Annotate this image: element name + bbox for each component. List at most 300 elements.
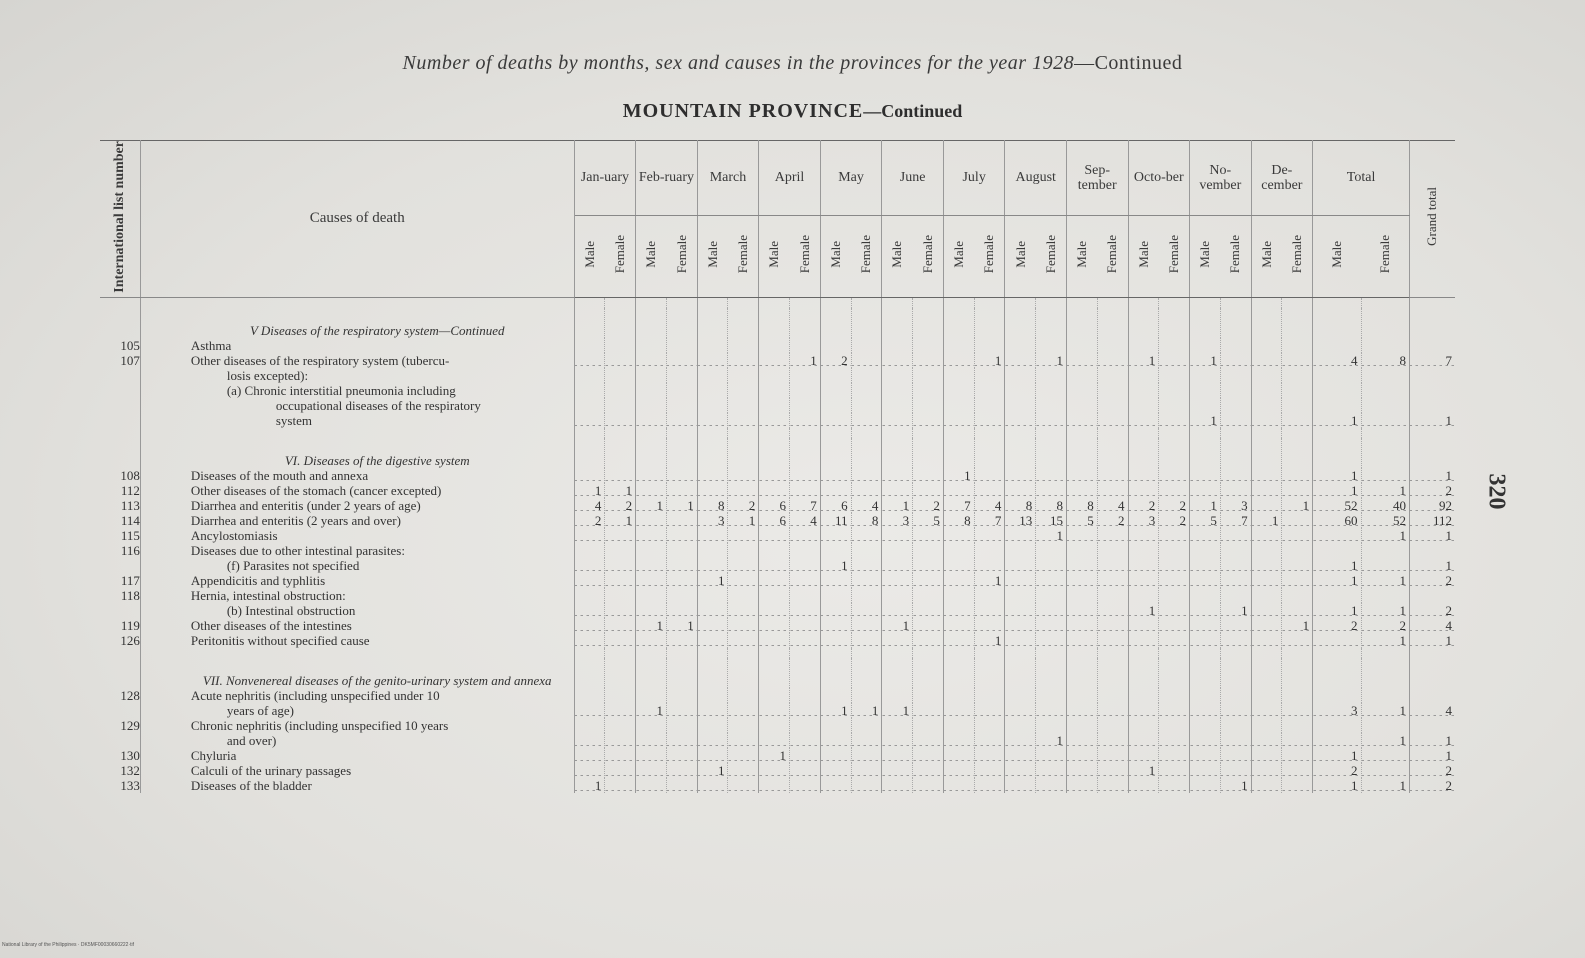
cause-header: Causes of death bbox=[140, 141, 574, 298]
count-cell bbox=[1159, 383, 1190, 398]
count-cell bbox=[1066, 778, 1097, 793]
count-cell bbox=[1220, 398, 1251, 413]
count-cell bbox=[759, 483, 790, 498]
male-subheader: Male bbox=[1066, 215, 1097, 297]
count-cell: 1 bbox=[1190, 353, 1221, 368]
count-cell bbox=[605, 573, 636, 588]
count-cell bbox=[974, 718, 1005, 733]
count-cell: 6 bbox=[759, 498, 790, 513]
count-cell bbox=[1097, 398, 1128, 413]
count-cell bbox=[913, 573, 944, 588]
male-subheader: Male bbox=[697, 215, 728, 297]
count-cell bbox=[790, 483, 821, 498]
count-cell: 1 bbox=[728, 513, 759, 528]
count-cell bbox=[820, 573, 851, 588]
cause-label: Calculi of the urinary passages bbox=[140, 763, 574, 778]
female-subheader: Female bbox=[974, 215, 1005, 297]
cause-label: Asthma bbox=[140, 338, 574, 353]
count-cell bbox=[574, 573, 605, 588]
count-cell bbox=[1128, 573, 1159, 588]
count-cell: 1 bbox=[1128, 353, 1159, 368]
count-cell bbox=[1282, 718, 1313, 733]
count-cell bbox=[1128, 528, 1159, 543]
count-cell bbox=[1190, 688, 1221, 703]
count-cell bbox=[1066, 733, 1097, 748]
count-cell bbox=[974, 468, 1005, 483]
count-cell: 8 bbox=[1361, 353, 1409, 368]
count-cell bbox=[974, 383, 1005, 398]
count-cell bbox=[1313, 368, 1361, 383]
count-cell bbox=[1005, 763, 1036, 778]
count-cell bbox=[1159, 748, 1190, 763]
count-cell: 1 bbox=[882, 703, 913, 718]
count-cell bbox=[1036, 558, 1067, 573]
count-cell bbox=[820, 763, 851, 778]
count-cell bbox=[820, 468, 851, 483]
count-cell bbox=[1159, 688, 1190, 703]
cause-label: Diseases of the mouth and annexa bbox=[140, 468, 574, 483]
count-cell bbox=[1005, 603, 1036, 618]
count-cell bbox=[1128, 558, 1159, 573]
count-cell bbox=[913, 688, 944, 703]
count-cell bbox=[1128, 618, 1159, 633]
count-cell bbox=[697, 778, 728, 793]
count-cell bbox=[666, 558, 697, 573]
count-cell bbox=[605, 543, 636, 558]
count-cell bbox=[1066, 543, 1097, 558]
count-cell bbox=[882, 383, 913, 398]
count-cell bbox=[759, 573, 790, 588]
count-cell bbox=[759, 603, 790, 618]
female-subheader: Female bbox=[1282, 215, 1313, 297]
intl-number: 129 bbox=[100, 718, 140, 733]
count-cell bbox=[759, 718, 790, 733]
cause-label: (a) Chronic interstitial pneumonia including bbox=[140, 383, 574, 398]
count-cell bbox=[1036, 748, 1067, 763]
count-cell: 3 bbox=[1313, 703, 1361, 718]
count-cell: 1 bbox=[1282, 498, 1313, 513]
count-cell bbox=[759, 398, 790, 413]
page-title: Number of deaths by months, sex and causes in the provinces for the year 1928—Continued bbox=[402, 52, 1183, 74]
count-cell: 4 bbox=[1097, 498, 1128, 513]
count-cell bbox=[974, 778, 1005, 793]
count-cell: 7 bbox=[1220, 513, 1251, 528]
male-subheader: Male bbox=[943, 215, 974, 297]
count-cell: 1 bbox=[790, 353, 821, 368]
male-subheader: Male bbox=[1005, 215, 1036, 297]
count-cell: 1 bbox=[882, 618, 913, 633]
count-cell bbox=[1282, 528, 1313, 543]
count-cell bbox=[851, 733, 882, 748]
count-cell bbox=[728, 688, 759, 703]
count-cell bbox=[574, 413, 605, 428]
count-cell bbox=[666, 483, 697, 498]
male-subheader: Male bbox=[1128, 215, 1159, 297]
count-cell bbox=[943, 703, 974, 718]
table-row bbox=[100, 763, 1455, 778]
table-row bbox=[100, 483, 1455, 498]
count-cell bbox=[1066, 688, 1097, 703]
count-cell: 1 bbox=[1282, 618, 1313, 633]
count-cell bbox=[697, 383, 728, 398]
count-cell bbox=[1282, 633, 1313, 648]
count-cell bbox=[666, 383, 697, 398]
page-number: 320 bbox=[1483, 473, 1510, 510]
count-cell bbox=[1409, 718, 1455, 733]
count-cell bbox=[1220, 733, 1251, 748]
count-cell bbox=[666, 338, 697, 353]
count-cell: 1 bbox=[1190, 498, 1221, 513]
count-cell bbox=[728, 398, 759, 413]
count-cell bbox=[728, 483, 759, 498]
count-cell bbox=[1251, 483, 1282, 498]
count-cell bbox=[1313, 733, 1361, 748]
count-cell bbox=[882, 763, 913, 778]
count-cell bbox=[851, 618, 882, 633]
count-cell bbox=[605, 688, 636, 703]
count-cell: 1 bbox=[820, 558, 851, 573]
count-cell bbox=[1128, 468, 1159, 483]
count-cell bbox=[759, 618, 790, 633]
cause-label: Other diseases of the stomach (cancer excepted) bbox=[140, 483, 574, 498]
count-cell bbox=[1190, 573, 1221, 588]
count-cell bbox=[697, 468, 728, 483]
count-cell bbox=[574, 368, 605, 383]
count-cell bbox=[759, 368, 790, 383]
count-cell bbox=[605, 618, 636, 633]
count-cell bbox=[1066, 618, 1097, 633]
table-row bbox=[100, 733, 1455, 748]
count-cell bbox=[1282, 383, 1313, 398]
table-row bbox=[100, 573, 1455, 588]
count-cell: 2 bbox=[820, 353, 851, 368]
cause-label: Diseases of the bladder bbox=[140, 778, 574, 793]
count-cell bbox=[1159, 718, 1190, 733]
month-header: July bbox=[943, 141, 1005, 216]
count-cell bbox=[759, 633, 790, 648]
count-cell bbox=[790, 603, 821, 618]
table-row bbox=[100, 498, 1455, 513]
count-cell bbox=[1409, 383, 1455, 398]
count-cell bbox=[1190, 778, 1221, 793]
count-cell: 1 bbox=[1313, 468, 1361, 483]
count-cell bbox=[790, 618, 821, 633]
count-cell bbox=[1036, 603, 1067, 618]
count-cell: 8 bbox=[1005, 498, 1036, 513]
count-cell bbox=[1190, 483, 1221, 498]
count-cell bbox=[943, 368, 974, 383]
count-cell bbox=[1220, 543, 1251, 558]
count-cell bbox=[574, 468, 605, 483]
count-cell: 2 bbox=[574, 513, 605, 528]
count-cell bbox=[790, 588, 821, 603]
count-cell bbox=[943, 483, 974, 498]
count-cell bbox=[974, 618, 1005, 633]
count-cell: 1 bbox=[636, 498, 667, 513]
count-cell bbox=[666, 398, 697, 413]
count-cell bbox=[1361, 543, 1409, 558]
count-cell bbox=[1097, 483, 1128, 498]
count-cell bbox=[1005, 633, 1036, 648]
count-cell bbox=[1128, 338, 1159, 353]
count-cell: 1 bbox=[851, 703, 882, 718]
count-cell bbox=[790, 338, 821, 353]
cause-label: Diarrhea and enteritis (under 2 years of age) bbox=[140, 498, 574, 513]
count-cell bbox=[1128, 778, 1159, 793]
month-header: April bbox=[759, 141, 821, 216]
intl-number bbox=[100, 398, 140, 413]
count-cell bbox=[1190, 368, 1221, 383]
table-row bbox=[100, 398, 1455, 413]
count-cell bbox=[1313, 718, 1361, 733]
count-cell bbox=[759, 588, 790, 603]
intl-number: 126 bbox=[100, 633, 140, 648]
count-cell bbox=[574, 618, 605, 633]
intl-number-header: International list number bbox=[100, 141, 140, 298]
count-cell bbox=[1361, 338, 1409, 353]
count-cell bbox=[820, 483, 851, 498]
count-cell bbox=[759, 468, 790, 483]
count-cell bbox=[1251, 368, 1282, 383]
count-cell bbox=[1251, 778, 1282, 793]
count-cell bbox=[1190, 633, 1221, 648]
count-cell bbox=[728, 558, 759, 573]
count-cell: 1 bbox=[1128, 763, 1159, 778]
count-cell bbox=[1066, 718, 1097, 733]
count-cell bbox=[974, 588, 1005, 603]
count-cell bbox=[1128, 633, 1159, 648]
count-cell bbox=[1282, 413, 1313, 428]
count-cell bbox=[1220, 718, 1251, 733]
cause-label: years of age) bbox=[140, 703, 574, 718]
count-cell bbox=[759, 703, 790, 718]
intl-number: 117 bbox=[100, 573, 140, 588]
table-row bbox=[100, 588, 1455, 603]
count-cell bbox=[1036, 543, 1067, 558]
count-cell bbox=[820, 778, 851, 793]
count-cell bbox=[974, 748, 1005, 763]
count-cell bbox=[1159, 468, 1190, 483]
count-cell bbox=[913, 383, 944, 398]
intl-number bbox=[100, 703, 140, 718]
count-cell bbox=[666, 353, 697, 368]
count-cell bbox=[851, 718, 882, 733]
count-cell bbox=[1282, 353, 1313, 368]
count-cell bbox=[636, 748, 667, 763]
count-cell bbox=[790, 558, 821, 573]
count-cell bbox=[1251, 398, 1282, 413]
count-cell bbox=[1005, 703, 1036, 718]
count-cell bbox=[913, 398, 944, 413]
count-cell bbox=[605, 633, 636, 648]
count-cell bbox=[1159, 733, 1190, 748]
count-cell bbox=[1036, 368, 1067, 383]
count-cell bbox=[636, 383, 667, 398]
intl-number: 107 bbox=[100, 353, 140, 368]
intl-number: 128 bbox=[100, 688, 140, 703]
count-cell bbox=[1220, 688, 1251, 703]
count-cell: 1 bbox=[1251, 513, 1282, 528]
table-row bbox=[100, 528, 1455, 543]
count-cell: 1 bbox=[1409, 468, 1455, 483]
count-cell bbox=[636, 543, 667, 558]
count-cell bbox=[1251, 718, 1282, 733]
count-cell: 1 bbox=[820, 703, 851, 718]
count-cell bbox=[943, 733, 974, 748]
count-cell: 1 bbox=[1313, 483, 1361, 498]
count-cell bbox=[1313, 633, 1361, 648]
count-cell bbox=[790, 703, 821, 718]
count-cell bbox=[666, 703, 697, 718]
count-cell bbox=[1097, 633, 1128, 648]
count-cell bbox=[1190, 338, 1221, 353]
count-cell: 2 bbox=[728, 498, 759, 513]
count-cell bbox=[1005, 588, 1036, 603]
count-cell bbox=[1097, 718, 1128, 733]
count-cell: 3 bbox=[1220, 498, 1251, 513]
count-cell bbox=[728, 718, 759, 733]
count-cell bbox=[1005, 733, 1036, 748]
count-cell bbox=[882, 688, 913, 703]
count-cell bbox=[943, 763, 974, 778]
count-cell: 52 bbox=[1361, 513, 1409, 528]
count-cell bbox=[697, 603, 728, 618]
count-cell bbox=[943, 558, 974, 573]
count-cell bbox=[697, 688, 728, 703]
intl-number: 114 bbox=[100, 513, 140, 528]
count-cell bbox=[697, 558, 728, 573]
count-cell bbox=[790, 778, 821, 793]
count-cell bbox=[1190, 748, 1221, 763]
count-cell bbox=[697, 633, 728, 648]
count-cell: 1 bbox=[605, 513, 636, 528]
count-cell bbox=[666, 778, 697, 793]
count-cell bbox=[851, 468, 882, 483]
female-subheader: Female bbox=[1159, 215, 1190, 297]
count-cell bbox=[1220, 528, 1251, 543]
count-cell bbox=[636, 413, 667, 428]
count-cell bbox=[882, 528, 913, 543]
count-cell bbox=[728, 528, 759, 543]
count-cell bbox=[974, 603, 1005, 618]
count-cell bbox=[759, 353, 790, 368]
count-cell bbox=[820, 528, 851, 543]
table-row bbox=[100, 353, 1455, 368]
count-cell: 1 bbox=[1409, 748, 1455, 763]
count-cell bbox=[636, 483, 667, 498]
count-cell: 1 bbox=[1220, 603, 1251, 618]
count-cell bbox=[1005, 618, 1036, 633]
count-cell bbox=[574, 383, 605, 398]
count-cell: 1 bbox=[574, 778, 605, 793]
count-cell bbox=[790, 763, 821, 778]
count-cell: 8 bbox=[697, 498, 728, 513]
count-cell bbox=[728, 573, 759, 588]
cause-label: losis excepted): bbox=[140, 368, 574, 383]
count-cell bbox=[697, 368, 728, 383]
count-cell bbox=[574, 703, 605, 718]
count-cell bbox=[820, 588, 851, 603]
count-cell bbox=[666, 763, 697, 778]
count-cell bbox=[820, 633, 851, 648]
count-cell bbox=[943, 573, 974, 588]
count-cell bbox=[913, 633, 944, 648]
count-cell bbox=[851, 558, 882, 573]
count-cell bbox=[851, 528, 882, 543]
count-cell bbox=[1313, 398, 1361, 413]
count-cell: 1 bbox=[1313, 778, 1361, 793]
intl-number bbox=[100, 413, 140, 428]
count-cell bbox=[697, 718, 728, 733]
count-cell bbox=[1282, 468, 1313, 483]
count-cell bbox=[1313, 543, 1361, 558]
count-cell bbox=[1159, 558, 1190, 573]
count-cell bbox=[1036, 398, 1067, 413]
female-subheader: Female bbox=[666, 215, 697, 297]
count-cell bbox=[943, 633, 974, 648]
count-cell bbox=[574, 763, 605, 778]
count-cell bbox=[1066, 483, 1097, 498]
count-cell: 8 bbox=[1036, 498, 1067, 513]
count-cell: 11 bbox=[820, 513, 851, 528]
intl-number bbox=[100, 603, 140, 618]
count-cell bbox=[697, 748, 728, 763]
count-cell bbox=[1190, 543, 1221, 558]
count-cell: 1 bbox=[1313, 558, 1361, 573]
count-cell bbox=[913, 338, 944, 353]
count-cell bbox=[666, 368, 697, 383]
count-cell bbox=[1282, 398, 1313, 413]
count-cell bbox=[790, 398, 821, 413]
count-cell: 1 bbox=[1190, 413, 1221, 428]
month-header: De-cember bbox=[1251, 141, 1313, 216]
count-cell bbox=[1097, 618, 1128, 633]
count-cell bbox=[1036, 778, 1067, 793]
count-cell bbox=[1220, 558, 1251, 573]
count-cell bbox=[728, 543, 759, 558]
male-subheader: Male bbox=[636, 215, 667, 297]
count-cell bbox=[943, 618, 974, 633]
count-cell bbox=[574, 748, 605, 763]
count-cell bbox=[1159, 618, 1190, 633]
count-cell: 8 bbox=[1066, 498, 1097, 513]
count-cell bbox=[1159, 603, 1190, 618]
cause-label: (f) Parasites not specified bbox=[140, 558, 574, 573]
count-cell bbox=[1159, 338, 1190, 353]
count-cell bbox=[1409, 398, 1455, 413]
count-cell bbox=[1282, 588, 1313, 603]
count-cell bbox=[1220, 618, 1251, 633]
count-cell: 7 bbox=[974, 513, 1005, 528]
count-cell bbox=[974, 338, 1005, 353]
count-cell bbox=[1220, 468, 1251, 483]
count-cell bbox=[1097, 703, 1128, 718]
count-cell bbox=[851, 603, 882, 618]
count-cell bbox=[1361, 748, 1409, 763]
count-cell bbox=[574, 543, 605, 558]
count-cell bbox=[636, 558, 667, 573]
count-cell bbox=[1036, 413, 1067, 428]
count-cell bbox=[666, 748, 697, 763]
count-cell bbox=[882, 633, 913, 648]
month-header: May bbox=[820, 141, 882, 216]
count-cell bbox=[851, 543, 882, 558]
count-cell bbox=[697, 413, 728, 428]
count-cell bbox=[974, 543, 1005, 558]
count-cell bbox=[790, 748, 821, 763]
count-cell: 2 bbox=[913, 498, 944, 513]
count-cell: 2 bbox=[1313, 618, 1361, 633]
